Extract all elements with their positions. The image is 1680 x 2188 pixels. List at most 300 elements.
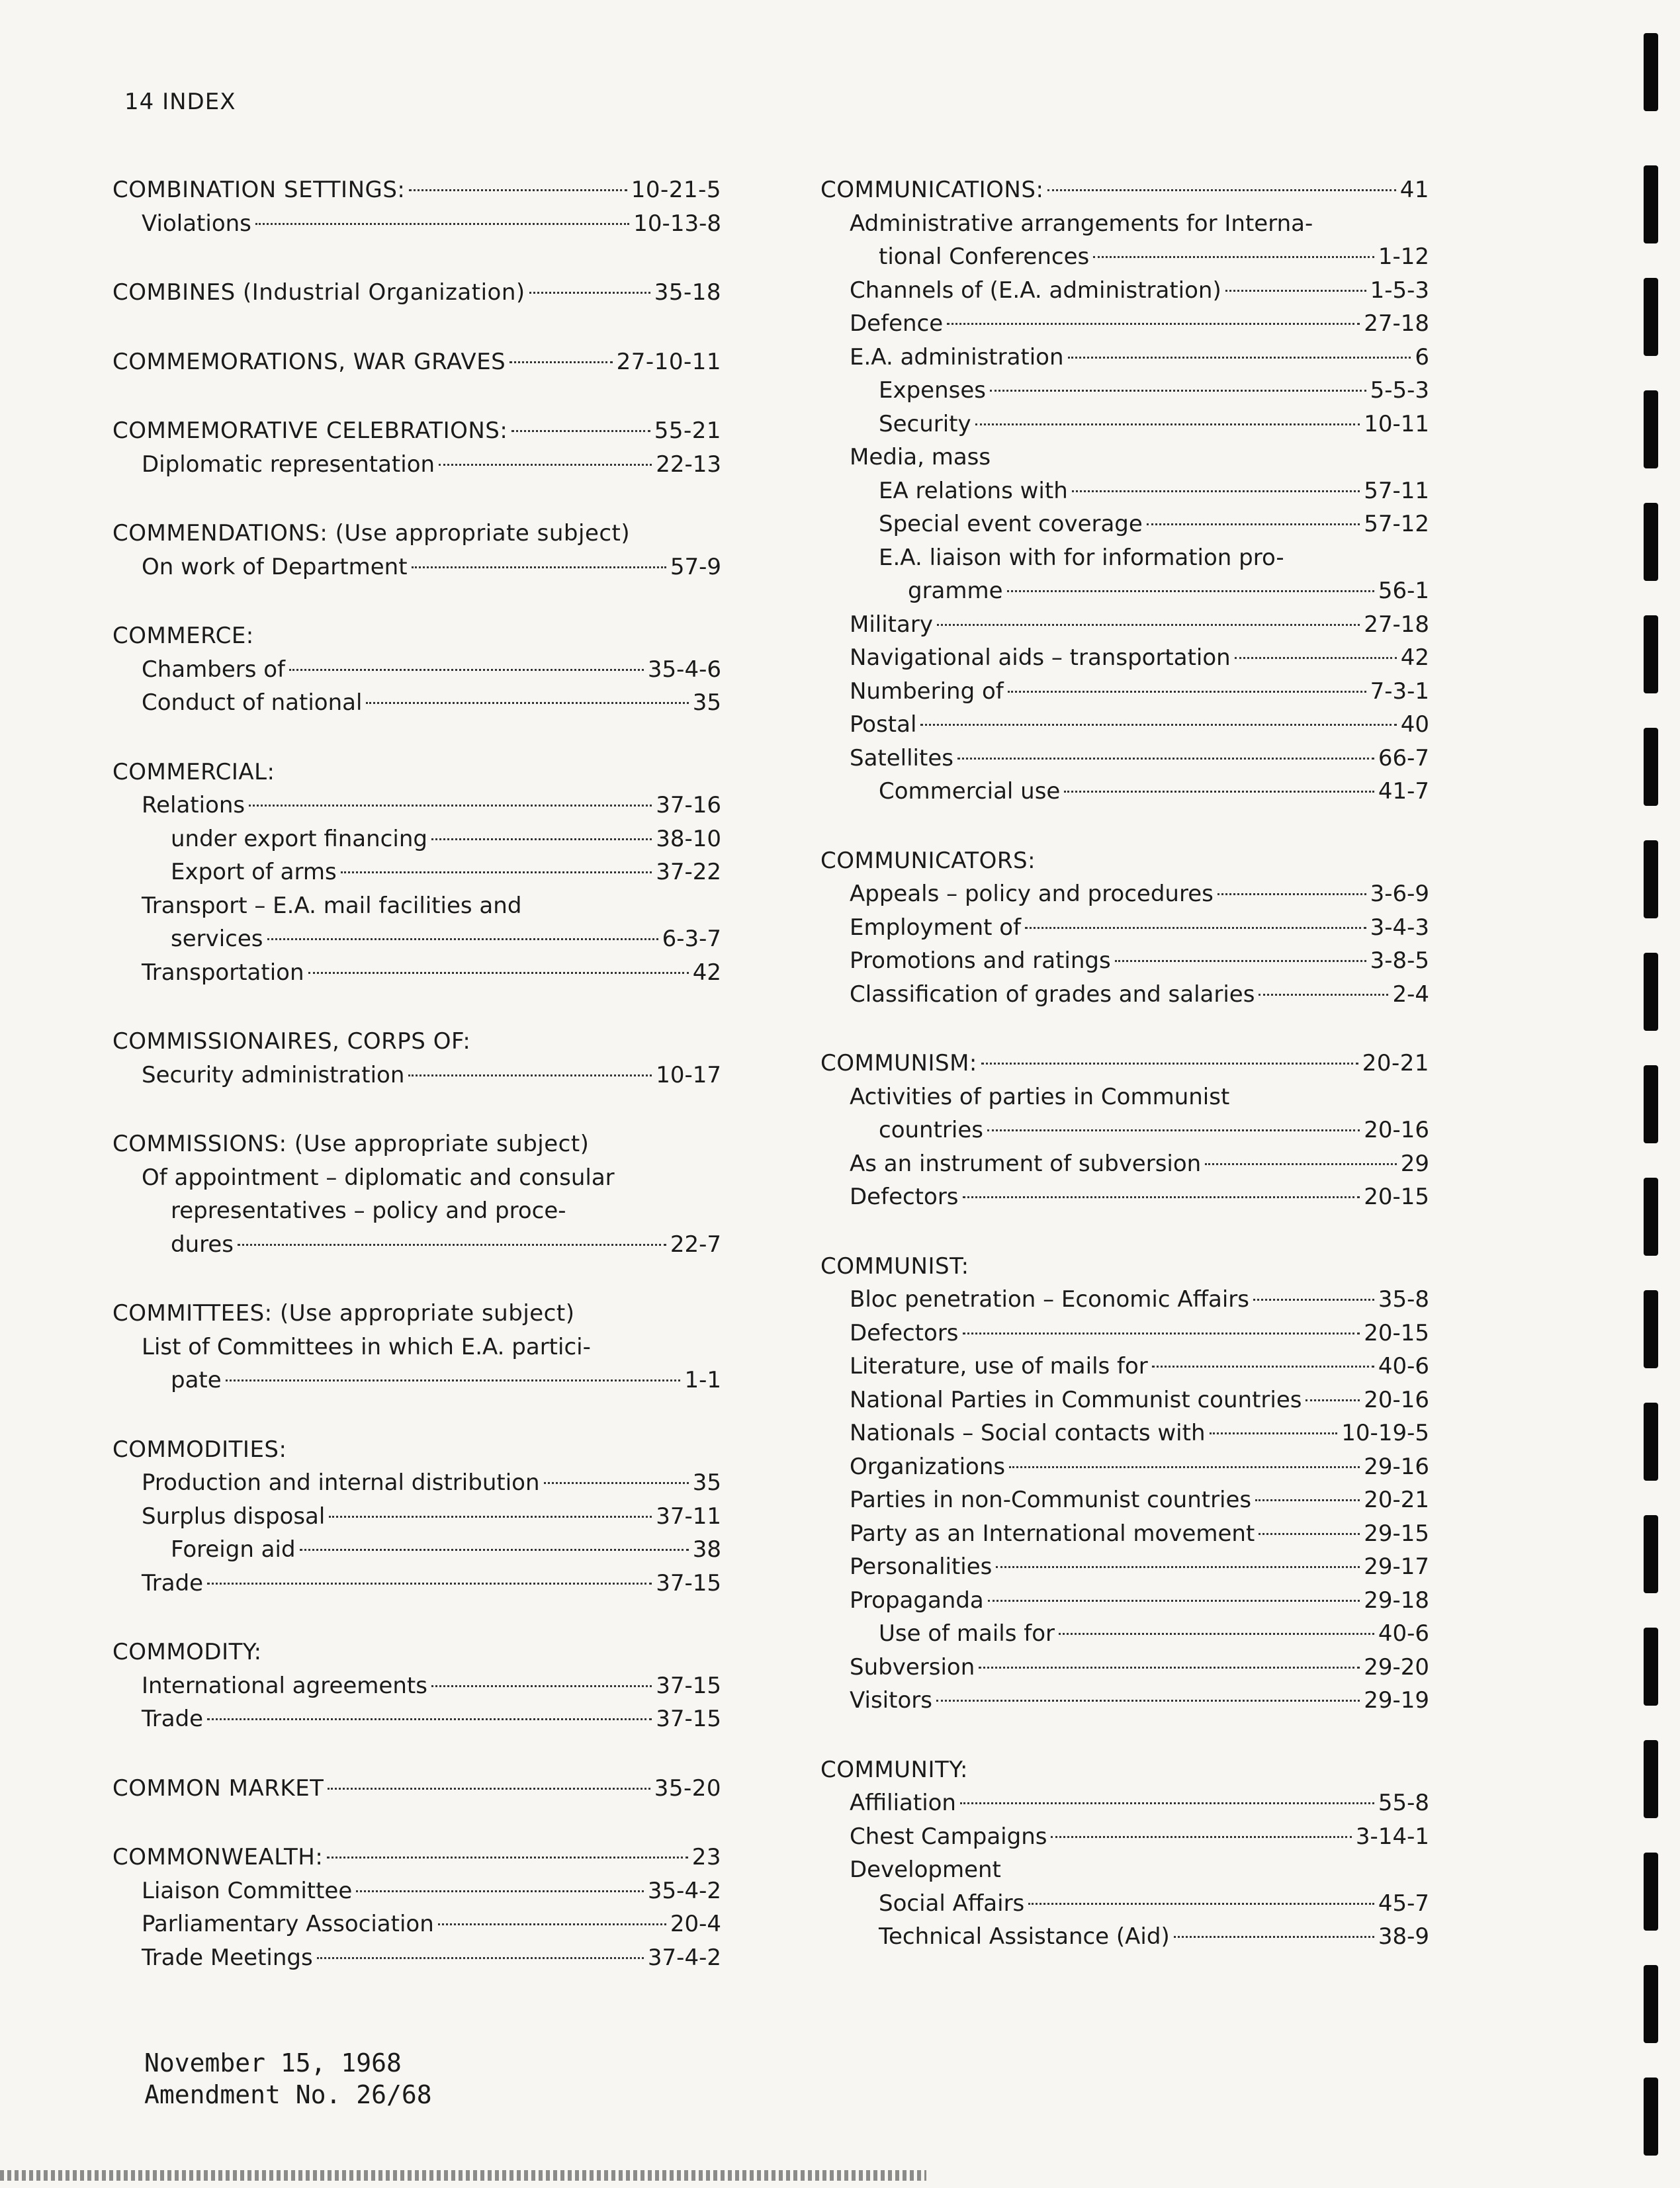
index-subentry [112, 1500, 721, 1534]
index-section [112, 276, 721, 310]
entry-text: Chest Campaigns [850, 1823, 1047, 1850]
page-reference: 35 [692, 1469, 721, 1496]
page-reference: 55-8 [1378, 1790, 1429, 1816]
page-reference: 37-15 [656, 1706, 721, 1732]
entry-text: EA relations with [879, 477, 1068, 504]
entry-text: COMMUNICATIONS: [820, 177, 1044, 203]
index-subentry [112, 1331, 721, 1364]
page-reference: 37-15 [656, 1569, 721, 1597]
page-reference: 22-7 [670, 1231, 721, 1258]
index-section [112, 1636, 721, 1736]
index-subentry [820, 474, 1429, 508]
entry-text: Trade [142, 1706, 204, 1732]
dot-leader [1152, 1366, 1374, 1368]
index-subentry [820, 1114, 1429, 1147]
page-reference: 10-21-5 [631, 177, 721, 203]
index-subentry [112, 1466, 721, 1500]
index-subentry [820, 978, 1429, 1012]
entry-text: dures [171, 1231, 234, 1258]
entry-text: Use of mails for [879, 1620, 1055, 1647]
page-reference: 10-13-8 [633, 210, 721, 237]
binding-hole-mark [1644, 33, 1658, 111]
entry-text: Postal [850, 711, 917, 738]
index-heading [112, 756, 721, 789]
index-subentry [820, 1517, 1429, 1551]
index-heading [820, 844, 1429, 878]
entry-text: National Parties in Communist countries [850, 1386, 1302, 1413]
entry-text: COMMITTEES: (Use appropriate subject) [112, 1300, 575, 1327]
dot-leader [544, 1482, 689, 1484]
index-subentry [820, 1080, 1429, 1114]
dot-leader [947, 323, 1360, 325]
index-right-column [820, 173, 1429, 1990]
page-reference: 22-13 [656, 451, 721, 478]
page-reference: 29-19 [1364, 1687, 1429, 1714]
page-reference: 29-18 [1364, 1587, 1429, 1614]
entry-text: Relations [142, 792, 245, 818]
index-heading [112, 1297, 721, 1331]
index-subentry [820, 1450, 1429, 1484]
page-reference: 29-20 [1364, 1653, 1429, 1681]
page-reference: 66-7 [1378, 744, 1429, 771]
page-reference: 40-6 [1378, 1353, 1429, 1379]
index-subentry [820, 1853, 1429, 1887]
dot-leader [990, 390, 1366, 392]
dot-leader [308, 972, 689, 974]
binding-hole-mark [1644, 840, 1658, 918]
entry-text: Activities of parties in Communist [850, 1083, 1230, 1110]
index-subentry [112, 448, 721, 482]
binding-hole-mark [1644, 390, 1658, 468]
dot-leader [920, 724, 1396, 726]
index-subentry [112, 889, 721, 923]
entry-text: COMMEMORATIVE CELEBRATIONS: [112, 417, 508, 444]
dot-leader [979, 1667, 1360, 1669]
index-subentry [820, 1317, 1429, 1350]
index-subentry [820, 307, 1429, 341]
entry-text: E.A. liaison with for information pro- [879, 544, 1284, 571]
entry-text: Classification of grades and salaries [850, 981, 1255, 1008]
entry-text: Transportation [142, 959, 304, 986]
entry-text: Parties in non-Communist countries [850, 1487, 1252, 1513]
dot-leader [438, 1923, 666, 1925]
binding-hole-mark [1644, 1178, 1658, 1256]
page-reference: 10-17 [656, 1061, 721, 1088]
index-subentry [820, 541, 1429, 575]
dot-leader [409, 189, 627, 191]
index-subentry [820, 675, 1429, 709]
entry-text: Appeals – policy and procedures [850, 881, 1214, 907]
index-section [112, 414, 721, 481]
index-heading [112, 1025, 721, 1059]
page-reference: 37-15 [656, 1672, 721, 1699]
page-reference: 29-17 [1364, 1553, 1429, 1580]
index-heading [112, 1841, 721, 1874]
entry-text: COMBINATION SETTINGS: [112, 177, 406, 203]
index-subentry [820, 944, 1429, 978]
entry-text: tional Conferences [879, 243, 1090, 270]
entry-text: Navigational aids – transportation [850, 644, 1231, 671]
page-reference: 56-1 [1378, 578, 1429, 604]
dot-leader [1009, 1466, 1360, 1468]
page-reference: 20-15 [1364, 1319, 1429, 1346]
entry-text: Military [850, 611, 933, 638]
index-subentry [820, 775, 1429, 809]
dot-leader [1047, 189, 1395, 191]
page-reference: 20-15 [1364, 1184, 1429, 1210]
binding-hole-mark [1644, 1740, 1658, 1818]
entry-text: Social Affairs [879, 1890, 1025, 1917]
entry-text: Literature, use of mails for [850, 1353, 1148, 1379]
entry-text: Security administration [142, 1061, 405, 1088]
index-section [112, 517, 721, 584]
entry-text: pate [171, 1367, 222, 1393]
page-reference: 20-16 [1364, 1386, 1429, 1413]
entry-text: COMMONWEALTH: [112, 1844, 324, 1870]
page-reference: 7-3-1 [1370, 678, 1429, 705]
index-subentry [820, 1617, 1429, 1651]
index-heading [112, 1127, 721, 1161]
index-subentry [112, 1533, 721, 1567]
index-heading [112, 173, 721, 207]
dot-leader [207, 1718, 652, 1720]
entry-text: Subversion [850, 1653, 975, 1681]
page-reference: 38-10 [656, 825, 721, 852]
index-subentry [820, 641, 1429, 675]
index-section [112, 1127, 721, 1261]
binding-hole-mark [1644, 503, 1658, 581]
page-reference: 37-4-2 [647, 1944, 721, 1971]
index-section [820, 1250, 1429, 1718]
page-reference: 1-12 [1378, 243, 1429, 270]
page-reference: 40-6 [1378, 1620, 1429, 1647]
page-reference: 20-16 [1364, 1117, 1429, 1143]
index-section [112, 1772, 721, 1806]
dot-leader [937, 624, 1360, 626]
index-subentry [820, 441, 1429, 474]
dot-leader [936, 1700, 1360, 1702]
binding-hole-mark [1644, 1965, 1658, 2043]
entry-text: On work of Department [142, 553, 408, 580]
index-heading [112, 276, 721, 310]
entry-text: Export of arms [171, 859, 337, 885]
entry-text: Transport – E.A. mail facilities and [142, 892, 522, 919]
index-subentry [820, 1786, 1429, 1820]
index-heading [820, 1047, 1429, 1080]
index-subentry [820, 742, 1429, 775]
index-heading [820, 173, 1429, 207]
dot-leader [1064, 791, 1374, 793]
dot-leader [1007, 590, 1374, 592]
entry-text: COMMON MARKET [112, 1774, 324, 1802]
binding-hole-mark [1644, 1065, 1658, 1143]
page-reference: 3-8-5 [1370, 947, 1429, 974]
index-subentry [820, 1483, 1429, 1517]
dot-leader [356, 1890, 644, 1892]
entry-text: COMMUNITY: [820, 1756, 968, 1783]
entry-text: Personalities [850, 1553, 993, 1580]
page-reference: 20-21 [1362, 1050, 1429, 1076]
entry-text: Trade [142, 1569, 204, 1597]
index-subentry [112, 1567, 721, 1600]
dot-leader [327, 1857, 687, 1859]
index-section [112, 1025, 721, 1092]
dot-leader [366, 702, 688, 704]
page-reference: 27-10-11 [616, 348, 721, 375]
index-subentry [820, 608, 1429, 642]
entry-text: under export financing [171, 825, 427, 852]
revision-note [144, 2047, 432, 2111]
index-subentry [820, 1283, 1429, 1317]
index-subentry [820, 1820, 1429, 1854]
dot-leader [988, 1600, 1360, 1602]
dot-leader [1217, 893, 1366, 895]
index-left-column [112, 173, 721, 2010]
dot-leader [431, 838, 652, 840]
entry-text: Employment of [850, 914, 1022, 941]
entry-text: COMMERCIAL: [112, 758, 275, 785]
entry-text: Defectors [850, 1319, 959, 1346]
entry-text: Nationals – Social contacts with [850, 1420, 1206, 1446]
index-subentry [112, 653, 721, 687]
page-reference: 35-8 [1378, 1286, 1429, 1313]
dot-leader [412, 566, 666, 568]
entry-text: COMMUNICATORS: [820, 847, 1036, 874]
entry-text: gramme [908, 578, 1003, 604]
page-reference: 40 [1400, 711, 1429, 738]
dot-leader [1235, 657, 1397, 659]
dot-leader [255, 223, 629, 225]
page-header: 14 INDEX [124, 89, 236, 115]
entry-text: Numbering of [850, 678, 1004, 705]
page-reference: 57-12 [1364, 511, 1429, 537]
dot-leader [987, 1129, 1360, 1131]
entry-text: Production and internal distribution [142, 1469, 540, 1496]
entry-text: COMMISSIONAIRES, CORPS OF: [112, 1028, 471, 1055]
index-subentry [112, 550, 721, 584]
dot-leader [1072, 490, 1360, 492]
index-subentry [112, 956, 721, 990]
entry-text: COMMERCE: [112, 623, 254, 649]
entry-text: Foreign aid [171, 1536, 296, 1563]
amendment-number: Amendment No. 26/68 [144, 2080, 432, 2109]
index-subentry [820, 1920, 1429, 1954]
index-section [112, 1433, 721, 1600]
page-reference: 37-16 [656, 792, 721, 818]
index-subentry [820, 240, 1429, 274]
entry-text: List of Committees in which E.A. partici- [142, 1333, 591, 1360]
index-subentry [112, 1669, 721, 1703]
entry-text: Violations [142, 210, 251, 237]
page-reference: 45-7 [1378, 1890, 1429, 1917]
page-reference: 1-1 [684, 1367, 721, 1393]
dot-leader [996, 1566, 1360, 1568]
page-reference: 3-4-3 [1370, 914, 1429, 941]
index-subentry [112, 922, 721, 956]
index-subentry [820, 1651, 1429, 1685]
page-reference: 23 [691, 1844, 721, 1870]
entry-text: Technical Assistance (Aid) [879, 1923, 1170, 1950]
binding-hole-mark [1644, 165, 1658, 243]
binding-hole-mark [1644, 1628, 1658, 1706]
dot-leader [511, 430, 650, 432]
page-reference: 29-15 [1364, 1520, 1429, 1547]
dot-leader [963, 1196, 1360, 1198]
binding-hole-mark [1644, 728, 1658, 806]
dot-leader [509, 361, 612, 363]
index-section [112, 619, 721, 720]
page-reference: 2-4 [1392, 981, 1429, 1008]
page-reference: 1-5-3 [1370, 277, 1429, 304]
dot-leader [1115, 960, 1366, 962]
page-reference: 57-11 [1364, 477, 1429, 504]
page-reference: 35-4-6 [647, 656, 721, 683]
entry-text: Defence [850, 310, 944, 337]
dot-leader [328, 1788, 650, 1790]
dot-leader [1025, 927, 1366, 929]
entry-text: Surplus disposal [142, 1503, 326, 1530]
index-section [112, 173, 721, 240]
entry-text: Satellites [850, 744, 953, 771]
binding-hole-mark [1644, 1853, 1658, 1931]
dot-leader [1147, 523, 1360, 525]
entry-text: Parliamentary Association [142, 1911, 434, 1937]
index-subentry [112, 789, 721, 822]
entry-text: Development [850, 1857, 1001, 1883]
entry-text: Commercial use [879, 778, 1061, 805]
entry-text: Chambers of [142, 656, 286, 683]
index-subentry [820, 1887, 1429, 1921]
dot-leader [267, 938, 658, 940]
page-reference: 29-16 [1364, 1453, 1429, 1480]
index-section [820, 844, 1429, 1012]
dot-leader [226, 1379, 681, 1381]
index-subentry [112, 1874, 721, 1908]
index-subentry [820, 1584, 1429, 1618]
entry-text: countries [879, 1117, 983, 1143]
dot-leader [1253, 1299, 1374, 1301]
index-subentry [112, 207, 721, 241]
binding-hole-mark [1644, 615, 1658, 693]
index-subentry [112, 1702, 721, 1736]
index-subentry [112, 1228, 721, 1262]
index-section [112, 1841, 721, 1974]
page-reference: 55-21 [654, 417, 721, 444]
index-subentry [820, 374, 1429, 408]
index-subentry [820, 911, 1429, 945]
index-heading [112, 619, 721, 653]
entry-text: COMMUNIST: [820, 1252, 969, 1280]
page-reference: 42 [692, 959, 721, 986]
entry-text: Trade Meetings [142, 1944, 313, 1971]
entry-text: services [171, 926, 263, 952]
scan-noise-edge [0, 2170, 926, 2181]
page-reference: 37-11 [656, 1503, 721, 1530]
index-subentry [820, 1350, 1429, 1383]
dot-leader [1051, 1836, 1351, 1838]
dot-leader [341, 871, 652, 873]
page-reference: 38-9 [1378, 1923, 1429, 1950]
dot-leader [1305, 1399, 1360, 1401]
index-subentry [820, 1684, 1429, 1718]
dot-leader [1205, 1163, 1397, 1165]
entry-text: As an instrument of subversion [850, 1150, 1202, 1177]
page-reference: 5-5-3 [1370, 377, 1429, 404]
dot-leader [439, 464, 652, 466]
index-section [820, 173, 1429, 809]
index-subentry [820, 1550, 1429, 1584]
binding-hole-mark [1644, 1403, 1658, 1481]
entry-text: International agreements [142, 1672, 427, 1699]
entry-text: Channels of (E.A. administration) [850, 277, 1221, 304]
page-reference: 20-4 [670, 1911, 721, 1937]
index-subentry [820, 507, 1429, 541]
entry-text: Bloc penetration – Economic Affairs [850, 1286, 1249, 1313]
index-heading [820, 1753, 1429, 1787]
dot-leader [1174, 1936, 1374, 1938]
index-subentry [112, 822, 721, 856]
index-subentry [112, 1059, 721, 1092]
dot-leader [963, 1333, 1360, 1335]
page-reference: 57-9 [670, 553, 721, 580]
index-subentry [820, 408, 1429, 441]
dot-leader [1259, 1533, 1360, 1535]
index-section [112, 345, 721, 379]
dot-leader [1068, 357, 1411, 359]
index-subentry [112, 1161, 721, 1195]
index-subentry [820, 708, 1429, 742]
page-reference: 41-7 [1378, 778, 1429, 805]
dot-leader [529, 292, 650, 294]
entry-text: COMMUNISM: [820, 1050, 977, 1076]
entry-text: Defectors [850, 1184, 959, 1210]
dot-leader [1059, 1633, 1374, 1635]
entry-text: Promotions and ratings [850, 947, 1111, 974]
page-reference: 35 [692, 689, 721, 716]
dot-leader [317, 1957, 644, 1959]
index-subentry [820, 1147, 1429, 1181]
dot-leader [408, 1074, 652, 1076]
dot-leader [981, 1063, 1358, 1065]
index-subentry [112, 855, 721, 889]
page-reference: 3-14-1 [1355, 1823, 1429, 1850]
page-reference: 41 [1399, 177, 1429, 203]
index-subentry [112, 1194, 721, 1228]
page-reference: 35-20 [654, 1774, 721, 1802]
binding-hole-mark [1644, 278, 1658, 356]
index-section [112, 1297, 721, 1397]
entry-text: COMMISSIONS: (Use appropriate subject) [112, 1131, 590, 1157]
revision-date: November 15, 1968 [144, 2048, 402, 2078]
index-section [820, 1047, 1429, 1214]
entry-text: Liaison Committee [142, 1877, 353, 1904]
entry-text: Of appointment – diplomatic and consular [142, 1164, 615, 1191]
dot-leader [957, 758, 1374, 760]
page-reference: 27-18 [1364, 310, 1429, 337]
index-subentry [112, 1941, 721, 1975]
page-reference: 20-21 [1364, 1487, 1429, 1513]
index-heading [112, 1636, 721, 1669]
entry-text: COMMODITY: [112, 1639, 262, 1665]
entry-text: Expenses [879, 377, 986, 404]
page-reference: 42 [1400, 644, 1429, 671]
index-subentry [112, 686, 721, 720]
entry-text: Security [879, 410, 971, 437]
binding-hole-mark [1644, 953, 1658, 1031]
index-subentry [820, 877, 1429, 911]
entry-text: Affiliation [850, 1790, 956, 1816]
entry-text: representatives – policy and proce- [171, 1198, 566, 1224]
